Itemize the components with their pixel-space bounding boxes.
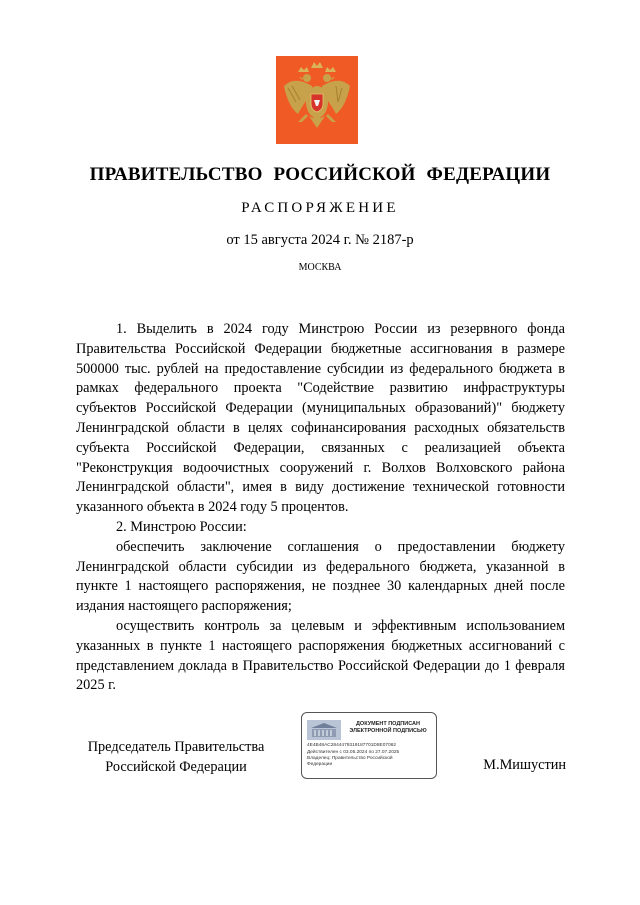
paragraph-2-item-2: осуществить контроль за целевым и эффективным использованием указанных в пункте 1 настоящего распоряжения бюджетных ассигнований с представлением доклада в Правительство Российской Федерации до 1 февраля 2025 г.	[76, 617, 565, 694]
signatory-name: М.Мишустин	[483, 757, 566, 773]
document-date-number: от 15 августа 2024 г. № 2187-р	[226, 232, 414, 248]
document-body	[76, 320, 565, 696]
signatory-position	[76, 738, 276, 778]
coat-of-arms-icon	[276, 56, 358, 144]
signature-owner-line-1: Владелец: Правительство Российской	[307, 756, 393, 761]
signature-owner-line-2: Федерации	[307, 762, 333, 767]
government-building-icon	[307, 720, 341, 740]
paragraph-2-item-1: обеспечить заключение соглашения о предоставлении бюджету Ленинградской области субсидии из федерального бюджета, указанной в пункте 1 настоящего распоряжения, не позднее 30 календарных дней после издания настоящего распоряжения;	[76, 538, 565, 615]
electronic-signature-stamp	[301, 712, 437, 779]
signature-stamp-header-line-1: ДОКУМЕНТ ПОДПИСАН	[356, 721, 420, 727]
signature-validity: Действителен с 03.05.2024 по 27.07.2025	[307, 750, 400, 755]
paragraph-2: 2. Минстрою России:	[116, 518, 247, 535]
government-title: ПРАВИТЕЛЬСТВО РОССИЙСКОЙ ФЕДЕРАЦИИ	[89, 164, 551, 185]
paragraph-1: 1. Выделить в 2024 году Минстрою России из резервного фонда Правительства Российской Федерации бюджетные ассигнования в размере 500000 тыс. рублей на предоставление субсидии из федерального бюджета в рамках федерального проекта "Содействие развитию инфраструктуры субъектов Российской Федерации (муниципальных образований)" бюджету Ленинградской области в целях софинансирования расходных обязательств субъекта Российской Федерации, связанных с реализацией объекта "Реконструкция водоочистных сооружений г. Волхов Волховского района Ленинградской области", имея в виду достижение технической готовности указанного объекта в 2024 году 5 процентов.	[76, 321, 565, 516]
signature-certificate: 4E4B48AC2844479319187701D8E07062	[307, 743, 397, 748]
signatory-position-line-1: Председатель Правительства	[87, 739, 265, 755]
signature-stamp-header	[342, 721, 434, 735]
signature-stamp-header-line-2: ЭЛЕКТРОННОЙ ПОДПИСЬЮ	[349, 728, 427, 734]
signatory-position-line-2: Российской Федерации	[105, 758, 247, 775]
document-city: МОСКВА	[298, 262, 342, 273]
document-type: РАСПОРЯЖЕНИЕ	[241, 200, 399, 216]
